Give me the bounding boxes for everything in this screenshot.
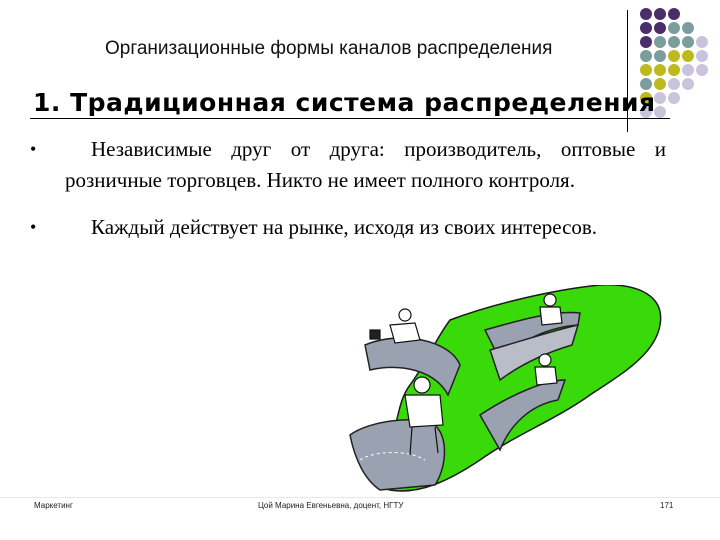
bullet-text: Каждый действует на рынке, исходя из своих интересов. <box>91 215 598 239</box>
slide-heading: 1. Традиционная система распределения <box>33 88 656 117</box>
footer-divider <box>0 497 720 498</box>
footer-page-number: 171 <box>660 501 674 510</box>
bullet-list <box>30 134 666 259</box>
bullet-item <box>30 134 666 196</box>
footer-author: Цой Марина Евгеньевна, доцент, НГТУ <box>258 501 404 510</box>
bullet-item <box>30 212 666 243</box>
footer-course: Маркетинг <box>34 501 73 510</box>
bullet-text: Независимые друг от друга: производитель, оптовые и розничные торговцев. Никто не имеет полного контроля. <box>65 137 666 192</box>
bullet-marker: • <box>30 139 37 159</box>
heading-divider <box>30 118 670 119</box>
slide-title: Организационные формы каналов распределения <box>105 38 553 59</box>
people-walking-on-separate-roads-illustration <box>340 285 670 495</box>
bullet-marker: • <box>30 217 37 237</box>
